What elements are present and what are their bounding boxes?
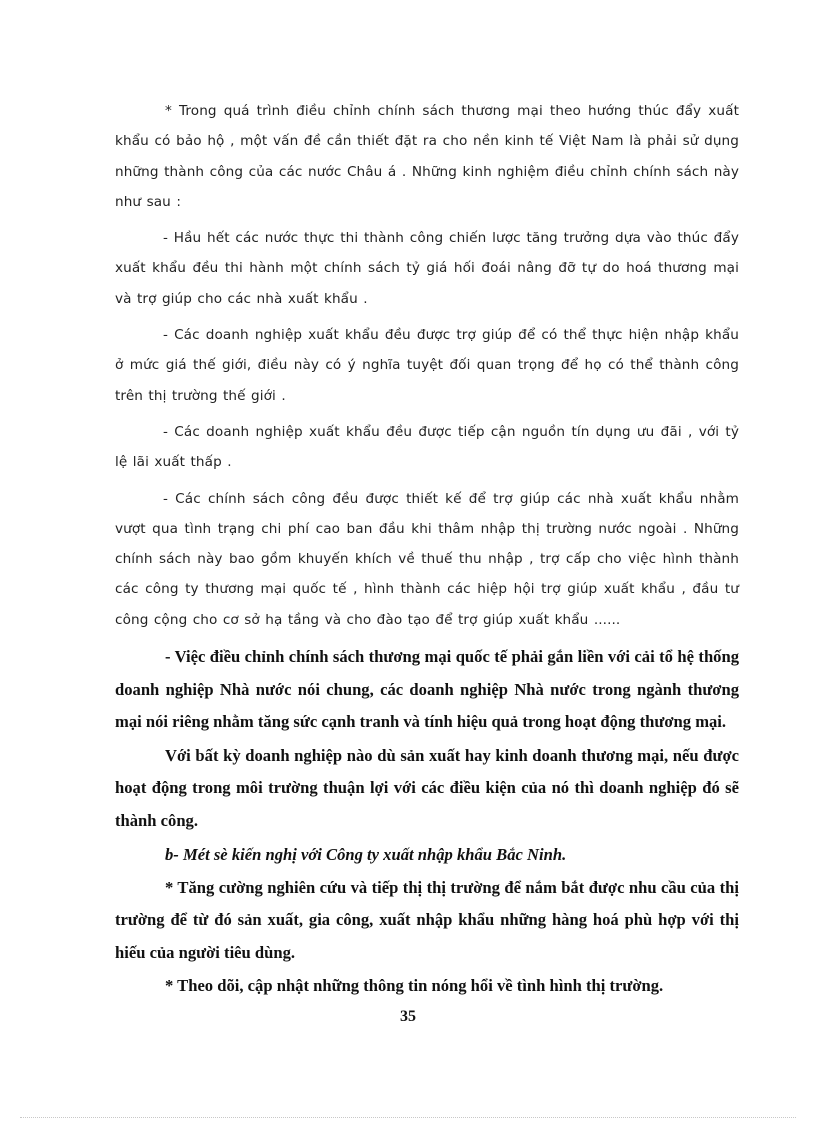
paragraph-state-enterprise-reform: - Việc điều chỉnh chính sách thương mại quốc tế phải gắn liền với cải tổ hệ thống doanh nghiệp Nhà nước nói chung, các doanh nghiệp Nhà nước trong ngành thương mại nói riêng nhằm tăng sức cạnh tranh và tính hiệu quả trong hoạt động thương mại. bbox=[115, 647, 739, 732]
paragraph-intro: * Trong quá trình điều chỉnh chính sách thương mại theo hướng thúc đẩy xuất khẩu có bảo hộ , một vấn đề cần thiết đặt ra cho nền kinh tế Việt Nam là phải sử dụng những thành công của các nước Châu á . Những kinh nghiệm điều chỉnh chính sách này như sau : bbox=[115, 103, 739, 210]
paragraph-credit-access: - Các doanh nghiệp xuất khẩu đều được tiếp cận nguồn tín dụng ưu đãi , với tỷ lệ lãi xuất thấp . bbox=[115, 423, 739, 471]
paragraph-market-updates: * Theo dõi, cập nhật những thông tin nóng hổi về tình hình thị trường. bbox=[165, 976, 664, 996]
paragraph-exchange-rate: - Hầu hết các nước thực thi thành công chiến lược tăng trưởng dựa vào thúc đẩy xuất khẩu đều thi hành một chính sách tỷ giá hối đoái nâng đỡ tự do hoá thương mại và trợ giúp cho các nhà xuất khẩu . bbox=[115, 230, 739, 307]
page-number: 35 bbox=[400, 1008, 416, 1025]
section-b-heading: b- Mét sè kiến nghị với Công ty xuất nhập khẩu Bắc Ninh. bbox=[165, 845, 567, 865]
paragraph-import-support: - Các doanh nghiệp xuất khẩu đều được trợ giúp để có thể thực hiện nhập khẩu ở mức giá thế giới, điều này có ý nghĩa tuyệt đối quan trọng để họ có thể thành công trên thị trường thế giới . bbox=[115, 327, 739, 404]
paragraph-market-research: * Tăng cường nghiên cứu và tiếp thị thị trường để nắm bắt được nhu cầu của thị trường để từ đó sản xuất, gia công, xuất nhập khẩu những hàng hoá phù hợp với thị hiếu của người tiêu dùng. bbox=[115, 877, 739, 962]
page-body bbox=[115, 96, 739, 1003]
page-bottom-divider bbox=[20, 1117, 796, 1118]
paragraph-public-policies: - Các chính sách công đều được thiết kế để trợ giúp các nhà xuất khẩu nhằm vượt qua tình trạng chi phí cao ban đầu khi thâm nhập thị trường nước ngoài . Những chính sách này bao gồm khuyến khích về thuế thu nhập , trợ cấp cho việc hình thành các công ty thương mại quốc tế , hình thành các hiệp hội trợ giúp xuất khẩu , đầu tư công cộng cho cơ sở hạ tầng và cho đào tạo để trợ giúp xuất khẩu ...... bbox=[115, 490, 739, 628]
paragraph-enterprise-environment: Với bất kỳ doanh nghiệp nào dù sản xuất hay kinh doanh thương mại, nếu được hoạt động trong môi trường thuận lợi với các điều kiện của nó thì doanh nghiệp đó sẽ thành công. bbox=[115, 745, 739, 830]
